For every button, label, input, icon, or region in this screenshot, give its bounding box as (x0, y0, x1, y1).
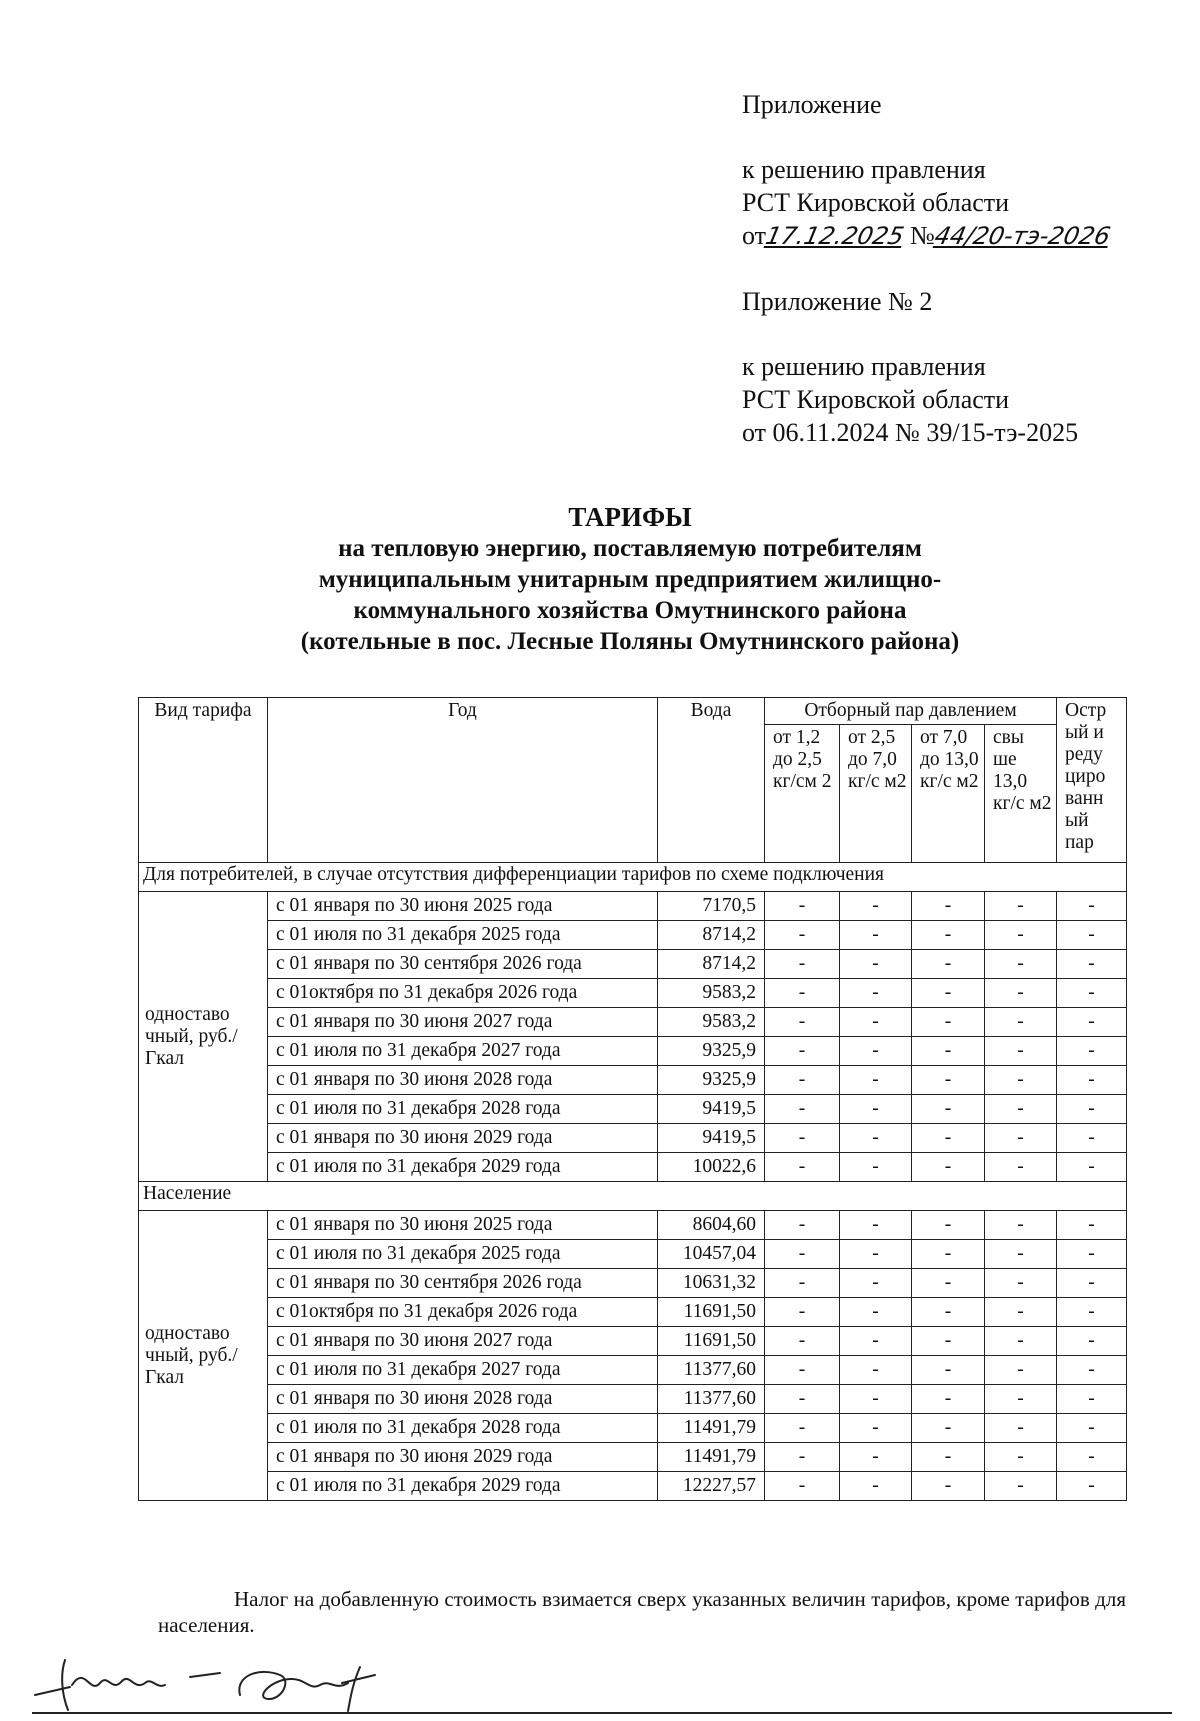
empty-tariff-cell: - (912, 1414, 985, 1443)
empty-tariff-cell: - (985, 1472, 1057, 1501)
section-population (139, 1182, 1127, 1501)
empty-tariff-cell: - (912, 1327, 985, 1356)
period-cell: с 01 июля по 31 декабря 2029 года (268, 1153, 658, 1182)
section-header-row (139, 863, 1127, 892)
empty-tariff-cell: - (765, 1095, 840, 1124)
empty-tariff-cell: - (1057, 1269, 1127, 1298)
table-row (139, 979, 1127, 1008)
empty-tariff-cell: - (912, 1443, 985, 1472)
empty-tariff-cell: - (765, 1066, 840, 1095)
empty-tariff-cell: - (985, 1298, 1057, 1327)
empty-tariff-cell: - (765, 1240, 840, 1269)
empty-tariff-cell: - (985, 1240, 1057, 1269)
empty-tariff-cell: - (765, 1385, 840, 1414)
title-main: ТАРИФЫ (568, 502, 692, 532)
empty-tariff-cell: - (985, 1124, 1057, 1153)
table-row (139, 1037, 1127, 1066)
header-water: Вода (658, 698, 765, 863)
period-cell: с 01 января по 30 июня 2025 года (268, 1211, 658, 1240)
empty-tariff-cell: - (1057, 1008, 1127, 1037)
empty-tariff-cell: - (1057, 1153, 1127, 1182)
period-cell: с 01октября по 31 декабря 2026 года (268, 979, 658, 1008)
water-tariff-cell: 9325,9 (658, 1037, 765, 1066)
empty-tariff-cell: - (912, 1153, 985, 1182)
empty-tariff-cell: - (765, 1443, 840, 1472)
section-consumers (139, 863, 1127, 1182)
empty-tariff-cell: - (840, 1385, 912, 1414)
page-bottom-rule (32, 1712, 1172, 1714)
water-tariff-cell: 10631,32 (658, 1269, 765, 1298)
empty-tariff-cell: - (912, 1356, 985, 1385)
water-tariff-cell: 10457,04 (658, 1240, 765, 1269)
period-cell: с 01 июля по 31 декабря 2028 года (268, 1414, 658, 1443)
empty-tariff-cell: - (912, 979, 985, 1008)
appendix2-line: РСТ Кировской области (742, 385, 1010, 414)
empty-tariff-cell: - (985, 1095, 1057, 1124)
empty-tariff-cell: - (765, 1211, 840, 1240)
empty-tariff-cell: - (840, 950, 912, 979)
empty-tariff-cell: - (1057, 1066, 1127, 1095)
water-tariff-cell: 8714,2 (658, 950, 765, 979)
empty-tariff-cell: - (840, 1153, 912, 1182)
empty-tariff-cell: - (1057, 979, 1127, 1008)
empty-tariff-cell: - (765, 1298, 840, 1327)
document-title (130, 502, 1130, 657)
period-cell: с 01 января по 30 июня 2027 года (268, 1008, 658, 1037)
appendix2-line: от 06.11.2024 № 39/15-тэ-2025 (742, 418, 1079, 447)
empty-tariff-cell: - (1057, 1240, 1127, 1269)
empty-tariff-cell: - (912, 1385, 985, 1414)
water-tariff-cell: 8714,2 (658, 921, 765, 950)
appendix-line: РСТ Кировской области (742, 188, 1010, 217)
empty-tariff-cell: - (985, 1153, 1057, 1182)
period-cell: с 01 января по 30 июня 2025 года (268, 892, 658, 921)
handwritten-date: 17.12.2025 (763, 222, 907, 250)
empty-tariff-cell: - (765, 1327, 840, 1356)
water-tariff-cell: 9419,5 (658, 1095, 765, 1124)
empty-tariff-cell: - (840, 1269, 912, 1298)
empty-tariff-cell: - (840, 1298, 912, 1327)
table-row (139, 921, 1127, 950)
empty-tariff-cell: - (765, 1472, 840, 1501)
table-row (139, 1269, 1127, 1298)
signature-mark (35, 1660, 375, 1711)
empty-tariff-cell: - (1057, 1095, 1127, 1124)
appendix-date-line (742, 219, 1162, 253)
empty-tariff-cell: - (765, 892, 840, 921)
empty-tariff-cell: - (985, 979, 1057, 1008)
title-line: (котельные в пос. Лесные Поляны Омутнинского района) (300, 628, 960, 655)
appendix-title: Приложение (742, 90, 882, 119)
empty-tariff-cell: - (765, 1008, 840, 1037)
empty-tariff-cell: - (840, 892, 912, 921)
table-row (139, 1240, 1127, 1269)
water-tariff-cell: 7170,5 (658, 892, 765, 921)
empty-tariff-cell: - (765, 1124, 840, 1153)
empty-tariff-cell: - (912, 1211, 985, 1240)
period-cell: с 01 июля по 31 декабря 2027 года (268, 1037, 658, 1066)
title-line: коммунального хозяйства Омутнинского района (353, 597, 907, 624)
section-title: Для потребителей, в случае отсутствия дифференциации тарифов по схеме подключения (139, 863, 1127, 892)
empty-tariff-cell: - (912, 1298, 985, 1327)
empty-tariff-cell: - (840, 1356, 912, 1385)
table-row (139, 1066, 1127, 1095)
empty-tariff-cell: - (912, 1124, 985, 1153)
empty-tariff-cell: - (765, 1356, 840, 1385)
empty-tariff-cell: - (985, 1385, 1057, 1414)
appendix2-line: к решению правления (742, 352, 986, 381)
water-tariff-cell: 11377,60 (658, 1356, 765, 1385)
empty-tariff-cell: - (840, 1066, 912, 1095)
header-steam-3: от 7,0 до 13,0 кг/с м2 (912, 725, 985, 863)
empty-tariff-cell: - (912, 1095, 985, 1124)
water-tariff-cell: 9325,9 (658, 1066, 765, 1095)
empty-tariff-cell: - (840, 1414, 912, 1443)
water-tariff-cell: 11491,79 (658, 1414, 765, 1443)
empty-tariff-cell: - (1057, 1037, 1127, 1066)
header-steam-group: Отборный пар давлением (765, 698, 1057, 725)
empty-tariff-cell: - (765, 1037, 840, 1066)
water-tariff-cell: 8604,60 (658, 1211, 765, 1240)
empty-tariff-cell: - (840, 1037, 912, 1066)
table-row (139, 1443, 1127, 1472)
handwritten-number: 44/20-тэ-2026 (931, 222, 1113, 250)
empty-tariff-cell: - (985, 1037, 1057, 1066)
header-kind: Вид тарифа (139, 698, 268, 863)
empty-tariff-cell: - (765, 950, 840, 979)
water-tariff-cell: 12227,57 (658, 1472, 765, 1501)
period-cell: с 01 января по 30 июня 2028 года (268, 1385, 658, 1414)
water-tariff-cell: 10022,6 (658, 1153, 765, 1182)
empty-tariff-cell: - (1057, 1472, 1127, 1501)
empty-tariff-cell: - (1057, 1211, 1127, 1240)
empty-tariff-cell: - (985, 1443, 1057, 1472)
period-cell: с 01 января по 30 июня 2027 года (268, 1327, 658, 1356)
water-tariff-cell: 9419,5 (658, 1124, 765, 1153)
water-tariff-cell: 11691,50 (658, 1298, 765, 1327)
tariff-kind-cell: одноставо чный, руб./Гкал (139, 892, 268, 1182)
empty-tariff-cell: - (912, 1008, 985, 1037)
tariff-kind-cell: одноставо чный, руб./Гкал (139, 1211, 268, 1501)
empty-tariff-cell: - (840, 1472, 912, 1501)
period-cell: с 01 июля по 31 декабря 2028 года (268, 1095, 658, 1124)
empty-tariff-cell: - (765, 1414, 840, 1443)
empty-tariff-cell: - (985, 1211, 1057, 1240)
header-acute-steam: Остр ый и реду циро ванн ый пар (1057, 698, 1127, 863)
appendix2-title: Приложение № 2 (742, 287, 933, 316)
empty-tariff-cell: - (840, 1095, 912, 1124)
empty-tariff-cell: - (1057, 1356, 1127, 1385)
period-cell: с 01 января по 30 июня 2029 года (268, 1124, 658, 1153)
empty-tariff-cell: - (985, 1008, 1057, 1037)
section-title: Население (139, 1182, 1127, 1211)
empty-tariff-cell: - (840, 1008, 912, 1037)
empty-tariff-cell: - (1057, 1443, 1127, 1472)
signatures (30, 1655, 530, 1715)
empty-tariff-cell: - (985, 1066, 1057, 1095)
section-header-row (139, 1182, 1127, 1211)
period-cell: с 01 января по 30 июня 2028 года (268, 1066, 658, 1095)
empty-tariff-cell: - (840, 979, 912, 1008)
empty-tariff-cell: - (912, 1037, 985, 1066)
empty-tariff-cell: - (1057, 950, 1127, 979)
empty-tariff-cell: - (1057, 1385, 1127, 1414)
appendix-block (742, 88, 1162, 449)
table-row (139, 1095, 1127, 1124)
empty-tariff-cell: - (985, 1356, 1057, 1385)
title-line: на тепловую энергию, поставляемую потребителям (338, 535, 922, 562)
table-row (139, 1153, 1127, 1182)
empty-tariff-cell: - (840, 1124, 912, 1153)
empty-tariff-cell: - (985, 950, 1057, 979)
table-row (139, 1414, 1127, 1443)
period-cell: с 01 июля по 31 декабря 2025 года (268, 921, 658, 950)
empty-tariff-cell: - (1057, 921, 1127, 950)
empty-tariff-cell: - (985, 892, 1057, 921)
empty-tariff-cell: - (840, 1240, 912, 1269)
table-row (139, 1472, 1127, 1501)
empty-tariff-cell: - (765, 1269, 840, 1298)
water-tariff-cell: 9583,2 (658, 1008, 765, 1037)
empty-tariff-cell: - (912, 1066, 985, 1095)
empty-tariff-cell: - (985, 1269, 1057, 1298)
water-tariff-cell: 11377,60 (658, 1385, 765, 1414)
header-year: Год (268, 698, 658, 863)
empty-tariff-cell: - (1057, 1124, 1127, 1153)
water-tariff-cell: 11691,50 (658, 1327, 765, 1356)
table-row (139, 892, 1127, 921)
period-cell: с 01 июля по 31 декабря 2025 года (268, 1240, 658, 1269)
table-row (139, 1327, 1127, 1356)
empty-tariff-cell: - (912, 1240, 985, 1269)
empty-tariff-cell: - (1057, 892, 1127, 921)
empty-tariff-cell: - (765, 1153, 840, 1182)
table-row (139, 1124, 1127, 1153)
table-row (139, 950, 1127, 979)
period-cell: с 01октября по 31 декабря 2026 года (268, 1298, 658, 1327)
empty-tariff-cell: - (1057, 1414, 1127, 1443)
period-cell: с 01 июля по 31 декабря 2029 года (268, 1472, 658, 1501)
empty-tariff-cell: - (840, 921, 912, 950)
empty-tariff-cell: - (912, 1269, 985, 1298)
header-steam-4: свы ше 13,0 кг/с м2 (985, 725, 1057, 863)
empty-tariff-cell: - (912, 950, 985, 979)
number-prefix: № (909, 221, 935, 250)
empty-tariff-cell: - (985, 1327, 1057, 1356)
appendix-line: к решению правления (742, 155, 986, 184)
water-tariff-cell: 11491,79 (658, 1443, 765, 1472)
empty-tariff-cell: - (765, 921, 840, 950)
empty-tariff-cell: - (985, 921, 1057, 950)
empty-tariff-cell: - (912, 892, 985, 921)
period-cell: с 01 января по 30 июня 2029 года (268, 1443, 658, 1472)
empty-tariff-cell: - (840, 1211, 912, 1240)
empty-tariff-cell: - (840, 1443, 912, 1472)
empty-tariff-cell: - (840, 1327, 912, 1356)
water-tariff-cell: 9583,2 (658, 979, 765, 1008)
period-cell: с 01 января по 30 сентября 2026 года (268, 1269, 658, 1298)
period-cell: с 01 января по 30 сентября 2026 года (268, 950, 658, 979)
empty-tariff-cell: - (1057, 1298, 1127, 1327)
period-cell: с 01 июля по 31 декабря 2027 года (268, 1356, 658, 1385)
empty-tariff-cell: - (912, 1472, 985, 1501)
header-steam-2: от 2,5 до 7,0 кг/с м2 (840, 725, 912, 863)
table-row (139, 1211, 1127, 1240)
date-prefix: от (742, 221, 767, 250)
table-row (139, 1356, 1127, 1385)
empty-tariff-cell: - (985, 1414, 1057, 1443)
table-row (139, 1385, 1127, 1414)
empty-tariff-cell: - (765, 979, 840, 1008)
vat-footnote: Налог на добавленную стоимость взимается сверх указанных величин тарифов, кроме тарифов для населения. (158, 1587, 1126, 1637)
empty-tariff-cell: - (1057, 1327, 1127, 1356)
header-steam-1: от 1,2 до 2,5 кг/см 2 (765, 725, 840, 863)
empty-tariff-cell: - (912, 921, 985, 950)
table-row (139, 1298, 1127, 1327)
tariff-table (138, 697, 1127, 1501)
title-line: муниципальным унитарным предприятием жилищно- (318, 566, 942, 593)
table-row (139, 1008, 1127, 1037)
